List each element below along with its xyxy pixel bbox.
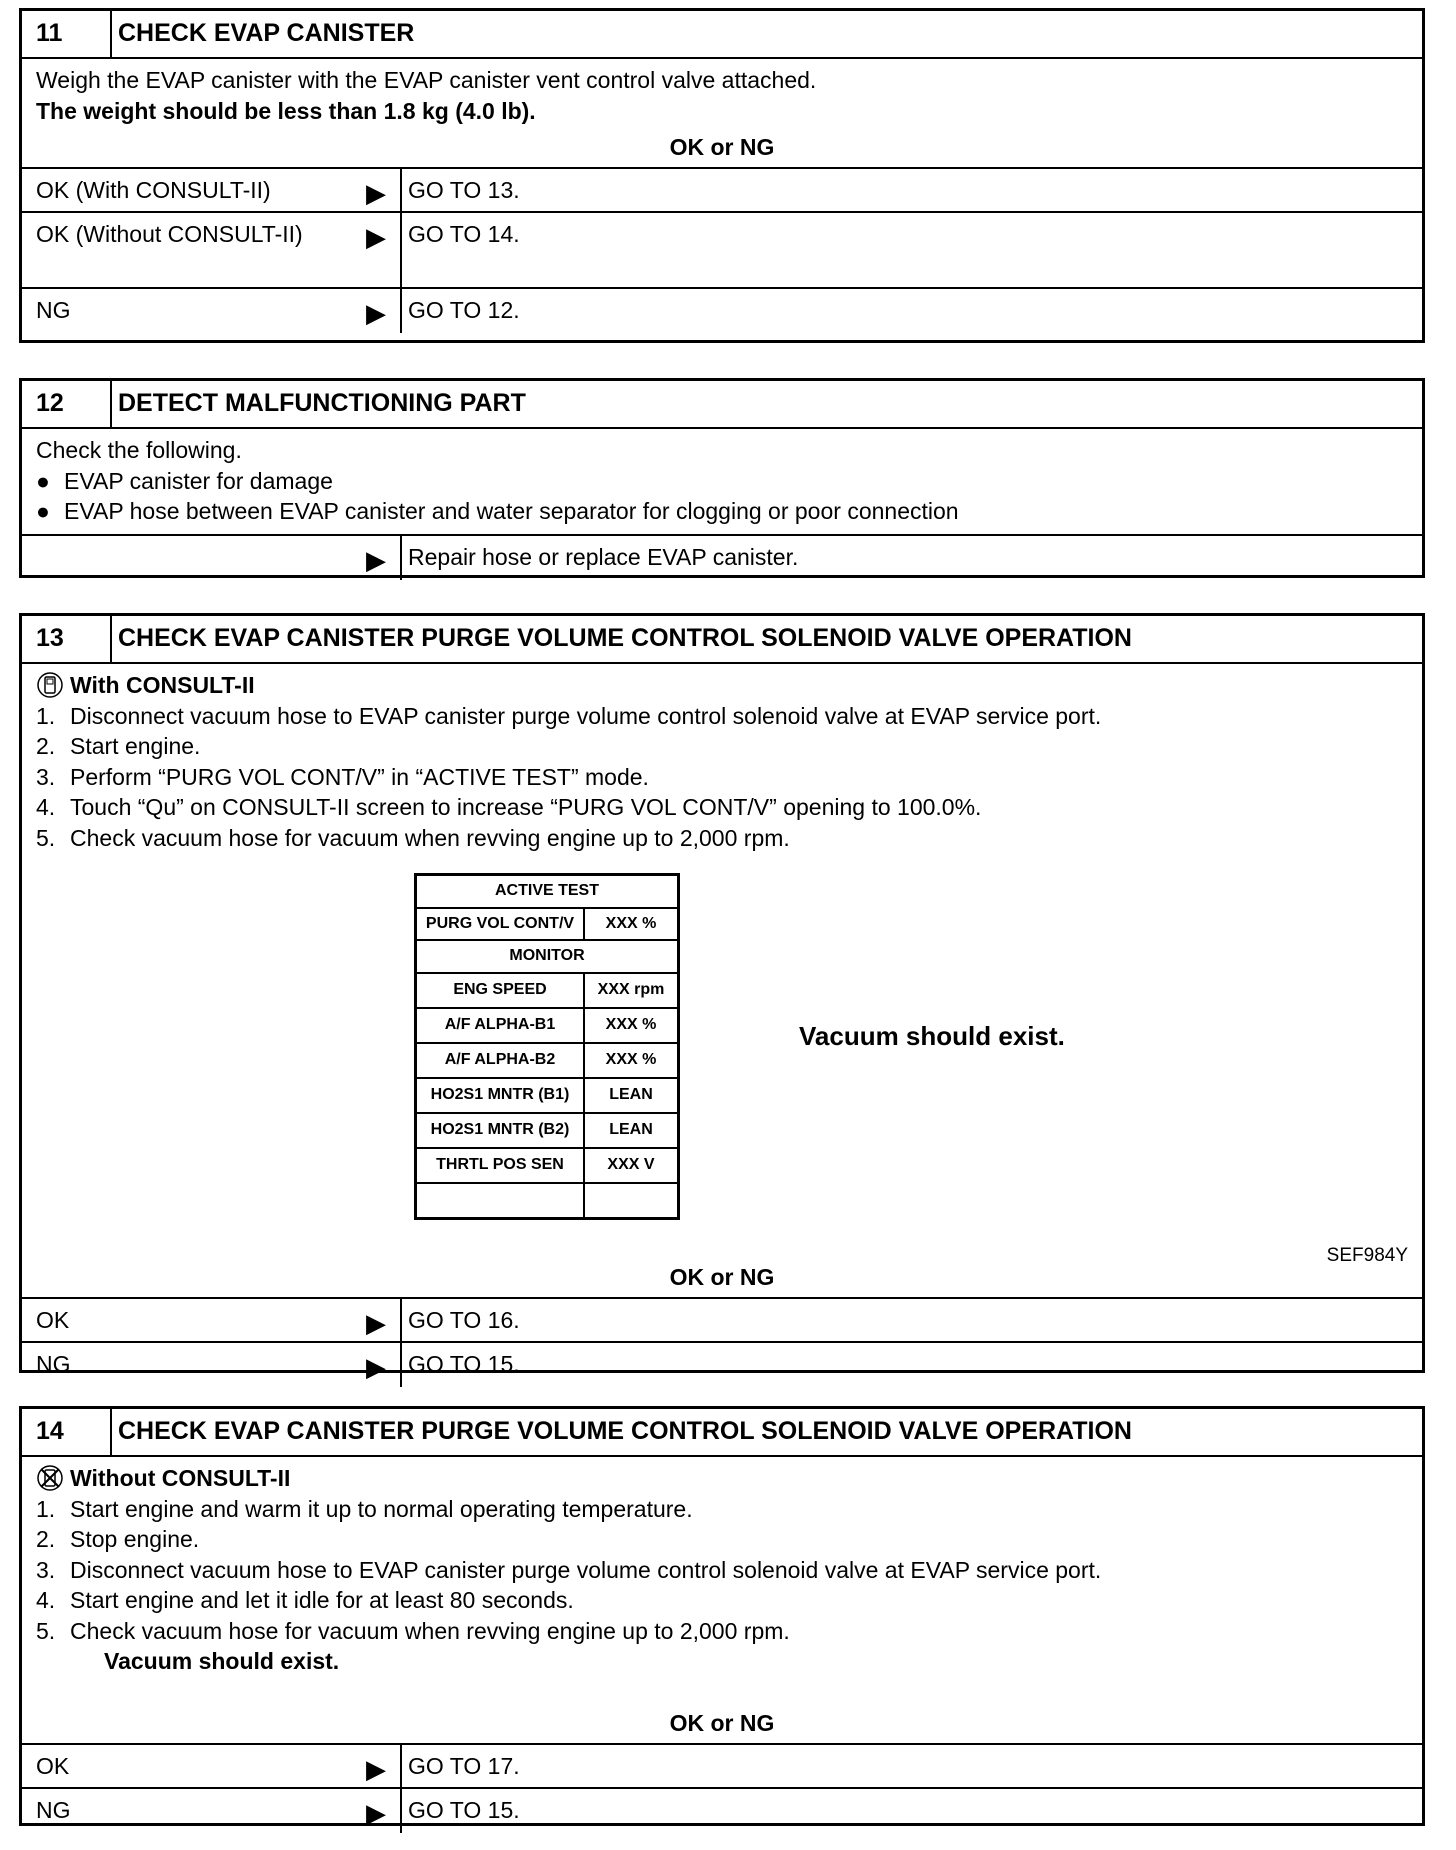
monitor-label: A/F ALPHA-B2: [416, 1043, 585, 1078]
section-body: [22, 59, 1422, 127]
section-title: CHECK EVAP CANISTER: [118, 19, 415, 47]
section-number: 11: [22, 11, 112, 57]
monitor-header: MONITOR: [416, 940, 679, 973]
section-title: CHECK EVAP CANISTER PURGE VOLUME CONTROL SOLENOID VALVE OPERATION: [118, 624, 1132, 652]
monitor-empty-cell: [584, 1183, 679, 1219]
monitor-label: HO2S1 MNTR (B1): [416, 1078, 585, 1113]
result-row: [22, 534, 1422, 580]
monitor-empty-cell: [416, 1183, 585, 1219]
section-header: [22, 1409, 1422, 1457]
vacuum-result-text: Vacuum should exist.: [104, 1648, 340, 1674]
section-header: [22, 11, 1422, 59]
ok-or-ng-label: OK or NG: [669, 134, 775, 160]
bullet-icon: ●: [36, 467, 50, 494]
list-item: 1. Disconnect vacuum hose to EVAP canister purge volume control solenoid valve at EVAP service port.: [36, 702, 1102, 729]
no-consult-subheading: Without CONSULT-II: [36, 1463, 1408, 1494]
ok-or-ng-label: OK or NG: [669, 1710, 775, 1736]
result-condition: NG: [36, 1351, 71, 1377]
result-row: [22, 1297, 1422, 1341]
result-action: GO TO 15.: [408, 1351, 520, 1377]
monitor-label: THRTL POS SEN: [416, 1148, 585, 1183]
list-item: 2. Stop engine.: [36, 1526, 200, 1552]
result-row: [22, 287, 1422, 333]
result-action: GO TO 17.: [408, 1753, 520, 1779]
arrow-right-icon: ▶: [366, 1352, 386, 1382]
purg-vol-value: XXX %: [584, 908, 679, 941]
result-condition: OK: [36, 1307, 70, 1333]
section-14: [19, 1406, 1425, 1826]
result-condition: NG: [36, 1797, 71, 1823]
arrow-right-icon: ▶: [366, 1754, 386, 1784]
bullet-icon: ●: [36, 498, 50, 524]
arrow-right-icon: ▶: [366, 1798, 386, 1828]
list-item: 4. Touch “Qu” on CONSULT-II screen to increase “PURG VOL CONT/V” opening to 100.0%.: [36, 794, 982, 820]
spec-text: The weight should be less than 1.8 kg (4.0 lb).: [36, 97, 536, 124]
steps-list: [36, 701, 1408, 854]
monitor-label: ENG SPEED: [416, 973, 585, 1008]
section-header: [22, 616, 1422, 664]
section-number: 14: [22, 1409, 112, 1455]
active-test-header: ACTIVE TEST: [416, 875, 679, 908]
section-number: 12: [22, 381, 112, 427]
figure-code: SEF984Y: [1326, 1244, 1408, 1266]
arrow-right-icon: ▶: [366, 545, 386, 575]
monitor-label: HO2S1 MNTR (B2): [416, 1113, 585, 1148]
monitor-value: XXX rpm: [584, 973, 679, 1008]
list-item: 4. Start engine and let it idle for at least 80 seconds.: [36, 1587, 574, 1613]
steps-list: [36, 1494, 1408, 1647]
list-item: 3. Disconnect vacuum hose to EVAP canister purge volume control solenoid valve at EVAP service port.: [36, 1556, 1102, 1583]
result-action: GO TO 13.: [408, 177, 520, 203]
result-row: [22, 167, 1422, 211]
result-row: [22, 211, 1422, 287]
ok-or-ng-label: OK or NG: [669, 1264, 775, 1290]
section-body: [22, 429, 1422, 534]
purg-vol-label: PURG VOL CONT/V: [416, 908, 585, 941]
list-item: 3. Perform “PURG VOL CONT/V” in “ACTIVE TEST” mode.: [36, 763, 649, 790]
result-condition: OK: [36, 1753, 70, 1779]
vacuum-note: Vacuum should exist.: [799, 1021, 1065, 1051]
result-action: Repair hose or replace EVAP canister.: [408, 544, 799, 570]
result-action: GO TO 15.: [408, 1797, 520, 1823]
list-item: 1. Start engine and warm it up to normal operating temperature.: [36, 1495, 693, 1522]
arrow-right-icon: ▶: [366, 298, 386, 328]
list-item: 2. Start engine.: [36, 733, 201, 759]
arrow-right-icon: ▶: [366, 222, 386, 252]
monitor-label: A/F ALPHA-B1: [416, 1008, 585, 1043]
result-condition: NG: [36, 297, 71, 323]
no-consult-icon: [36, 1464, 64, 1492]
result-action: GO TO 16.: [408, 1307, 520, 1333]
consult-subheading: With CONSULT-II: [36, 670, 1408, 701]
result-condition: OK (With CONSULT-II): [36, 177, 271, 203]
instruction-text: Weigh the EVAP canister with the EVAP canister vent control valve attached.: [36, 67, 817, 93]
list-item: 5. Check vacuum hose for vacuum when revving engine up to 2,000 rpm.: [36, 824, 790, 851]
section-title: DETECT MALFUNCTIONING PART: [118, 389, 526, 417]
instruction-text: Check the following.: [36, 437, 242, 463]
section-11: [19, 8, 1425, 343]
list-item: ● EVAP hose between EVAP canister and water separator for clogging or poor connection: [36, 496, 1408, 527]
monitor-value: LEAN: [584, 1078, 679, 1113]
arrow-right-icon: ▶: [366, 178, 386, 208]
list-item: ● EVAP canister for damage: [36, 466, 1408, 497]
section-13: [19, 613, 1425, 1382]
result-row: [22, 1341, 1422, 1387]
result-action: GO TO 14.: [408, 221, 520, 247]
monitor-value: XXX %: [584, 1008, 679, 1043]
consult-tool-icon: [36, 671, 64, 699]
active-test-screen: [414, 873, 680, 1220]
check-list: [36, 466, 1408, 527]
result-row: [22, 1743, 1422, 1787]
section-body: [22, 1457, 1422, 1703]
result-action: GO TO 12.: [408, 297, 520, 323]
section-12: [19, 378, 1425, 578]
result-row: [22, 1787, 1422, 1833]
section-body: [22, 664, 1422, 1266]
monitor-value: LEAN: [584, 1113, 679, 1148]
section-header: [22, 381, 1422, 429]
result-condition: OK (Without CONSULT-II): [36, 221, 303, 247]
monitor-value: XXX V: [584, 1148, 679, 1183]
monitor-value: XXX %: [584, 1043, 679, 1078]
list-item: 5. Check vacuum hose for vacuum when revving engine up to 2,000 rpm.: [36, 1617, 790, 1644]
active-test-figure: [36, 853, 1408, 1283]
section-title: CHECK EVAP CANISTER PURGE VOLUME CONTROL SOLENOID VALVE OPERATION: [118, 1417, 1132, 1445]
section-number: 13: [22, 616, 112, 662]
arrow-right-icon: ▶: [366, 1308, 386, 1338]
